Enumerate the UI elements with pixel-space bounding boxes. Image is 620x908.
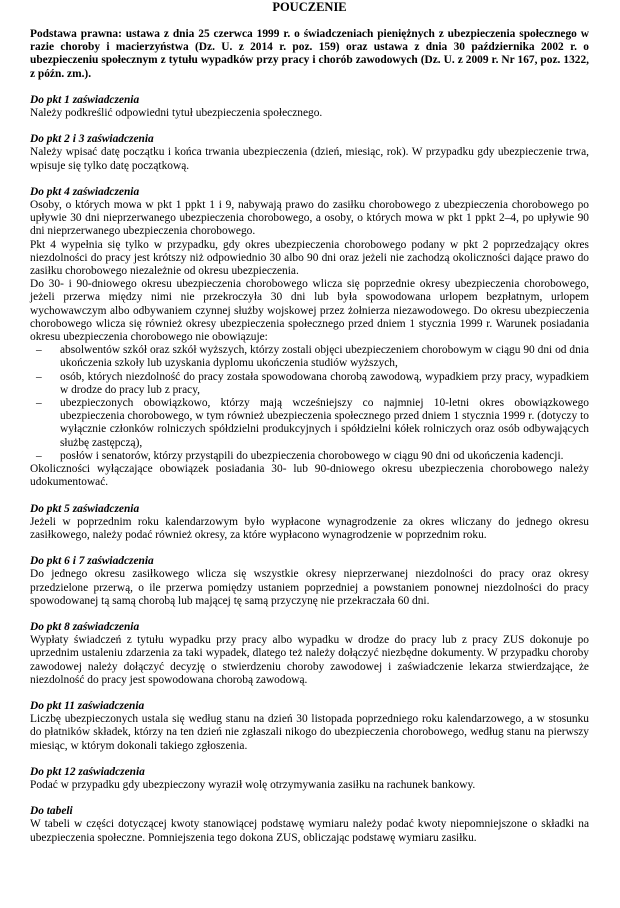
- section-text: Jeżeli w poprzednim roku kalendarzowym było wypłacone wynagrodzenie za okres wliczany do jednego okresu zasiłkowego, należy podać również okresy, za które wypłacono wynagrodzenie w poprzednim roku.: [30, 515, 589, 541]
- section-pkt-2-3: [30, 133, 589, 173]
- section-pkt-4: [30, 186, 589, 490]
- list-item: – posłów i senatorów, którzy przystąpili do ubezpieczenia chorobowego w ciągu 90 dni od ukończenia kadencji.: [30, 450, 589, 463]
- section-heading: Do pkt 4 zaświadczenia: [30, 185, 140, 198]
- section-pkt-6-7: [30, 555, 589, 608]
- section-text: Do jednego okresu zasiłkowego wlicza się wszystkie okresy nieprzerwanej niezdolności do pracy oraz okresy przedzielone przerwą, o ile przerwa pomiędzy ustaniem poprzedniej a powstaniem ponownej niezdolności do pracy spowodowanej tą samą chorobą lub mającej tę samą przyczynę nie przekraczała 60 dni.: [30, 568, 589, 607]
- page-title: POUCZENIE: [272, 0, 347, 14]
- section-text: Podać w przypadku gdy ubezpieczony wyraził wolę otrzymywania zasiłku na rachunek bankowy.: [30, 778, 476, 791]
- section-text: W tabeli w części dotyczącej kwoty stanowiącej podstawę wymiaru należy podać kwoty niepomniejszone o składki na ubezpieczenia społeczne. Pomniejszenia tego dokona ZUS, obliczając podstawę wymiaru zasiłku.: [30, 818, 589, 844]
- section-text: Do 30- i 90-dniowego okresu ubezpieczenia chorobowego wlicza się poprzednie okresy ubezpieczenia chorobowego, jeżeli przerwa między nimi nie przekroczyła 30 dni lub była spowodowana urlopem bezpłatnym, urlopem wychowawczym albo odbywaniem czynnej służby wojskowej przez żołnierza niezawodowego. Do okresu ubezpieczenia chorobowego wlicza się również okresy ubezpieczenia społecznego przed dniem 1 stycznia 1999 r. Warunek posiadania okresu ubezpieczenia chorobowego nie obowiązuje:: [30, 278, 589, 344]
- section-pkt-1: [30, 94, 589, 120]
- legal-basis: Podstawa prawna: ustawa z dnia 25 czerwca 1999 r. o świadczeniach pieniężnych z ubezpieczenia społecznego w razie choroby i macierzyństwa (Dz. U. z 2014 r. poz. 159) oraz ustawa z dnia 30 października 2002 r. o ubezpieczeniu społecznym z tytułu wypadków przy pracy i chorób zawodowych (Dz. U. z 2009 r. Nr 167, poz. 1322, z późn. zm.).: [30, 28, 589, 80]
- section-text: Liczbę ubezpieczonych ustala się według stanu na dzień 30 listopada poprzedniego roku kalendarzowego, a w stosunku do płatników składek, którzy na ten dzień nie zgłaszali nikogo do ubezpieczenia chorobowego, według stanu na pierwszy miesiąc, w którym dokonali takiego zgłoszenia.: [30, 713, 589, 752]
- section-heading: Do pkt 12 zaświadczenia: [30, 765, 145, 778]
- section-pkt-11: [30, 700, 589, 753]
- section-text: Pkt 4 wypełnia się tylko w przypadku, gdy okres ubezpieczenia chorobowego podany w pkt 2 poprzedzający okres niezdolności do pracy jest krótszy niż odpowiednio 30 albo 90 dni oraz jeżeli nie zachodzą okoliczności dające prawo do zasiłku chorobowego niezależnie od okresu ubezpieczenia.: [30, 238, 589, 278]
- list-item: – absolwentów szkół oraz szkół wyższych, którzy zostali objęci ubezpieczeniem chorobowym w ciągu 90 dni od dnia ukończenia szkoły lub uzyskania dyplomu ukończenia studiów wyższych,: [30, 344, 589, 370]
- instructions-page: [30, 0, 589, 845]
- section-pkt-8: [30, 621, 589, 687]
- section-pkt-12: [30, 766, 589, 792]
- section-text: Wypłaty świadczeń z tytułu wypadku przy pracy albo wypadku w drodze do pracy lub z pracy ZUS dokonuje po uprzednim ustaleniu zdarzenia za taki wypadek, dlatego też należy dołączyć niezbędne dokumenty. W przypadku choroby zawodowej należy dołączyć decyzję o stwierdzeniu choroby zawodowej i zaświadczenie lekarza stwierdzające, że niezdolność do pracy jest spowodowana chorobą zawodową.: [30, 634, 589, 686]
- exemption-list: [30, 344, 589, 463]
- section-heading: Do pkt 8 zaświadczenia: [30, 620, 140, 633]
- list-item: – ubezpieczonych obowiązkowo, którzy mają wcześniejszy co najmniej 10-letni okres obowiązkowego ubezpieczenia chorobowego, w tym również ubezpieczenia społecznego przed dniem 1 stycznia 1999 r. (dotyczy to wyłącznie członków rolniczych spółdzielni produkcyjnych i spółdzielni kółek rolniczych oraz osób odbywających służbę zastępczą),: [30, 397, 589, 450]
- section-heading: Do pkt 2 i 3 zaświadczenia: [30, 133, 154, 146]
- section-heading: Do pkt 5 zaświadczenia: [30, 502, 140, 515]
- section-heading: Do tabeli: [30, 805, 73, 818]
- section-heading: Do pkt 1 zaświadczenia: [30, 93, 140, 106]
- list-item: – osób, których niezdolność do pracy została spowodowana chorobą zawodową, wypadkiem przy pracy, wypadkiem w drodze do pracy lub z pracy,: [30, 371, 589, 397]
- section-text: Okoliczności wyłączające obowiązek posiadania 30- lub 90-dniowego okresu ubezpieczenia chorobowego należy udokumentować.: [30, 463, 589, 489]
- section-heading: Do pkt 11 zaświadczenia: [30, 699, 145, 712]
- section-heading: Do pkt 6 i 7 zaświadczenia: [30, 555, 154, 568]
- section-pkt-5: [30, 503, 589, 543]
- section-table: [30, 805, 589, 845]
- section-text: Osoby, o których mowa w pkt 1 ppkt 1 i 9, nabywają prawo do zasiłku chorobowego z ubezpieczenia chorobowego po upływie 30 dni nieprzerwanego ubezpieczenia chorobowego, a osoby, o których mowa w pkt 1 ppkt 2–4, po upływie 90 dni nieprzerwanego ubezpieczenia chorobowego.: [30, 199, 589, 238]
- section-text: Należy podkreślić odpowiedni tytuł ubezpieczenia społecznego.: [30, 107, 323, 120]
- section-text: Należy wpisać datę początku i końca trwania ubezpieczenia (dzień, miesiąc, rok). W przypadku gdy ubezpieczenie trwa, wpisuje się tylko datę początkową.: [30, 146, 589, 172]
